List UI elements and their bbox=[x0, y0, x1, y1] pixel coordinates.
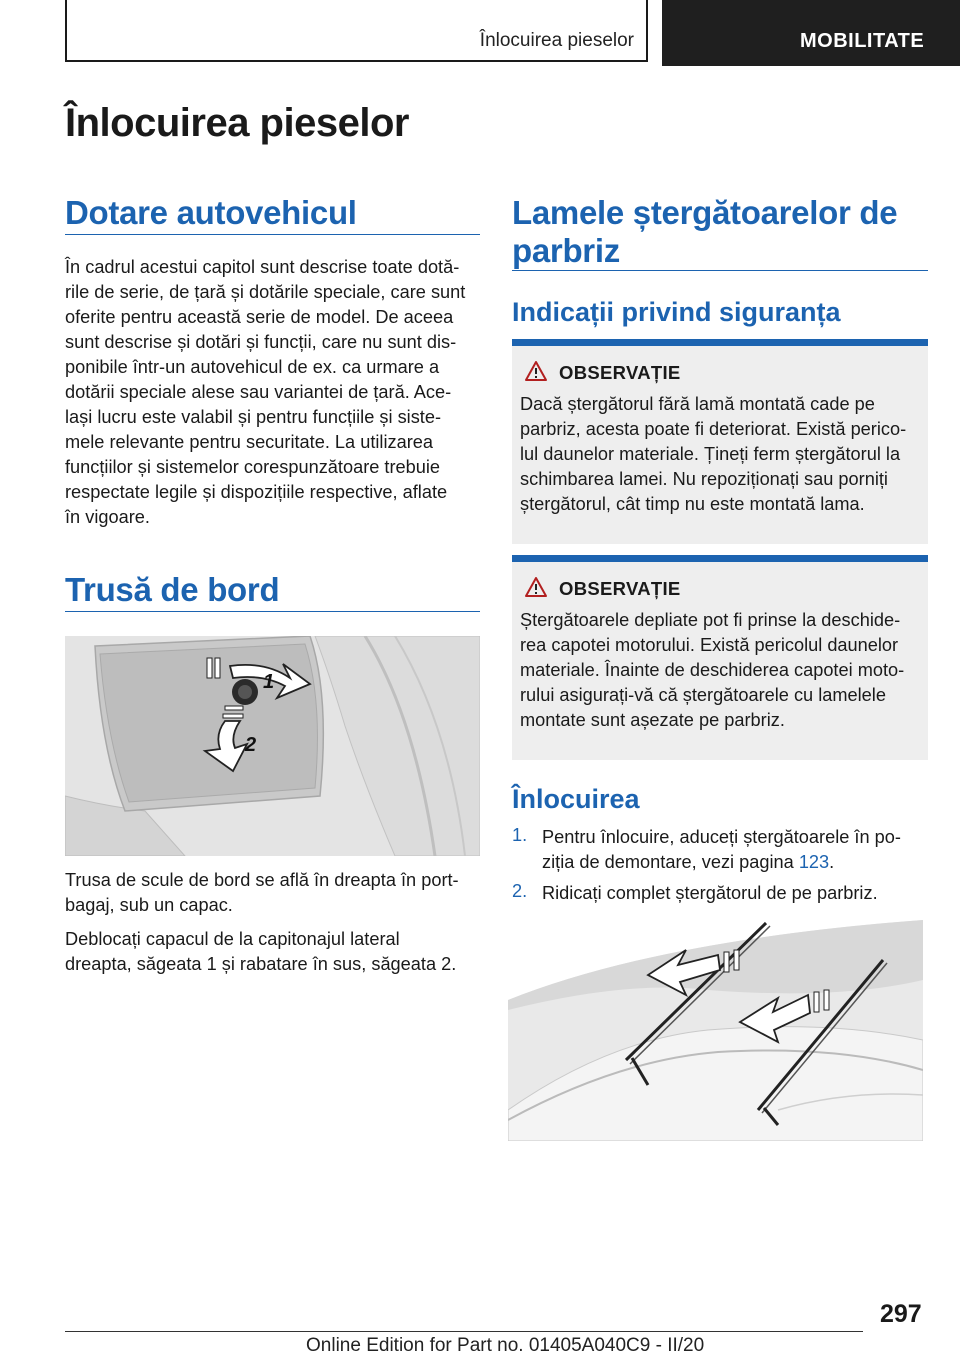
warning-triangle-icon bbox=[524, 576, 548, 598]
footer-edition: Online Edition for Part no. 01405A040C9 - II/20 bbox=[306, 1335, 705, 1356]
paragraph-line: funcțiilor și sistemelor corespunzătoare trebuie bbox=[65, 457, 441, 477]
toolkit-heading: Trusă de bord bbox=[65, 571, 280, 608]
toolkit-heading-rule bbox=[65, 611, 480, 612]
warning-line: ștergătorul, cât timp nu este montată lama. bbox=[520, 494, 865, 514]
step-line-text: ziția de demontare, vezi pagina bbox=[542, 852, 799, 872]
windshield-wiper-drawing bbox=[508, 920, 923, 1141]
warning-box bbox=[512, 339, 928, 544]
step-number: 2. bbox=[512, 881, 528, 901]
paragraph-line: ponibile într-un autovehicul de ex. ca urmare a bbox=[65, 357, 440, 377]
figure-label-2: 2 bbox=[245, 734, 257, 756]
warning-line: Dacă ștergătorul fără lamă montată cade pe bbox=[520, 394, 875, 414]
wiper-heading bbox=[512, 194, 897, 270]
step-line-text: . bbox=[829, 852, 835, 872]
paragraph-line: dreapta, săgeata 1 și rabatare în sus, săgeata 2. bbox=[65, 954, 457, 974]
warning-line: lul daunelor materiale. Țineți ferm ștergătorul la bbox=[520, 444, 901, 464]
figure-label-1: 1 bbox=[263, 671, 275, 693]
warning-line: schimbarea lamei. Nu repoziționați sau porniți bbox=[520, 469, 888, 489]
header-section-box bbox=[65, 0, 648, 62]
warning-bar bbox=[512, 339, 928, 346]
paragraph-line: bagaj, sub un capac. bbox=[65, 895, 233, 915]
warning-line: parbriz, acesta poate fi deteriorat. Există perico- bbox=[520, 419, 907, 439]
paragraph-line: Deblocați capacul de la capitonajul lateral bbox=[65, 929, 400, 949]
page-link[interactable]: 123 bbox=[798, 852, 830, 872]
equipment-paragraph bbox=[65, 255, 480, 530]
wiper-illustration bbox=[508, 920, 923, 1141]
header-chapter-tab bbox=[662, 0, 960, 66]
step-number: 1. bbox=[512, 825, 528, 845]
paragraph-line: lași lucru este valabil și pentru funcțiile și siste- bbox=[65, 407, 442, 427]
warning-line: rului asigurați-vă că ștergătoarele cu lamelele bbox=[520, 685, 886, 705]
paragraph-line: mele relevante pentru securitate. La utilizarea bbox=[65, 432, 433, 452]
header-chapter-label: MOBILITATE bbox=[800, 30, 925, 52]
wiper-heading-line: Lamele ștergătoarelor de bbox=[512, 194, 898, 231]
step-item bbox=[512, 881, 928, 906]
paragraph-line: respectate legile și dispozițiile respective, aflate bbox=[65, 482, 448, 502]
warning-line: Ștergătoarele depliate pot fi prinse la deschide- bbox=[520, 610, 901, 630]
toolkit-paragraph-1 bbox=[65, 868, 480, 918]
paragraph-line: dotării speciale alese sau variantei de țară. Ace- bbox=[65, 382, 452, 402]
footer-rule bbox=[65, 1331, 863, 1332]
warning-line: montate sunt așezate pe parbriz. bbox=[520, 710, 785, 730]
header-section-title: Înlocuirea pieselor bbox=[479, 30, 634, 51]
step-text bbox=[542, 825, 928, 875]
page-title: Înlocuirea pieselor bbox=[65, 101, 409, 145]
step-line: Ridicați complet ștergătorul de pe parbriz. bbox=[542, 883, 878, 903]
wiper-heading-line: parbriz bbox=[512, 232, 620, 269]
warning-label: OBSERVAȚIE bbox=[559, 362, 681, 383]
paragraph-line: Trusa de scule de bord se află în dreapta în port- bbox=[65, 870, 459, 890]
safety-heading: Indicații privind siguranța bbox=[512, 297, 841, 327]
warning-text bbox=[512, 386, 928, 517]
equipment-heading-rule bbox=[65, 234, 480, 235]
trunk-compartment-drawing bbox=[65, 636, 480, 856]
warning-line: rea capotei motorului. Există pericolul daunelor bbox=[520, 635, 899, 655]
toolkit-paragraph-2 bbox=[65, 927, 480, 977]
paragraph-line: sunt descrise și dotări și funcții, care nu sunt dis- bbox=[65, 332, 457, 352]
page-number: 297 bbox=[880, 1300, 922, 1328]
warning-line: materiale. Înainte de deschiderea capotei moto- bbox=[520, 660, 905, 680]
step-text bbox=[542, 881, 928, 906]
toolkit-illustration bbox=[65, 636, 480, 856]
step-item bbox=[512, 825, 928, 875]
step-line bbox=[542, 850, 928, 875]
warning-triangle-icon bbox=[524, 360, 548, 382]
step-line: Pentru înlocuire, aduceți ștergătoarele în po- bbox=[542, 827, 901, 847]
paragraph-line: rile de serie, de țară și dotările speciale, care sunt bbox=[65, 282, 466, 302]
warning-bar bbox=[512, 555, 928, 562]
warning-text bbox=[512, 602, 928, 733]
equipment-heading: Dotare autovehicul bbox=[65, 194, 357, 231]
wiper-heading-rule bbox=[512, 270, 928, 271]
paragraph-line: În cadrul acestui capitol sunt descrise toate dotă- bbox=[65, 257, 460, 277]
paragraph-line: în vigoare. bbox=[65, 507, 150, 527]
warning-box bbox=[512, 555, 928, 760]
warning-label: OBSERVAȚIE bbox=[559, 578, 681, 599]
paragraph-line: oferite pentru această serie de model. De aceea bbox=[65, 307, 454, 327]
replace-heading: Înlocuirea bbox=[512, 784, 640, 814]
